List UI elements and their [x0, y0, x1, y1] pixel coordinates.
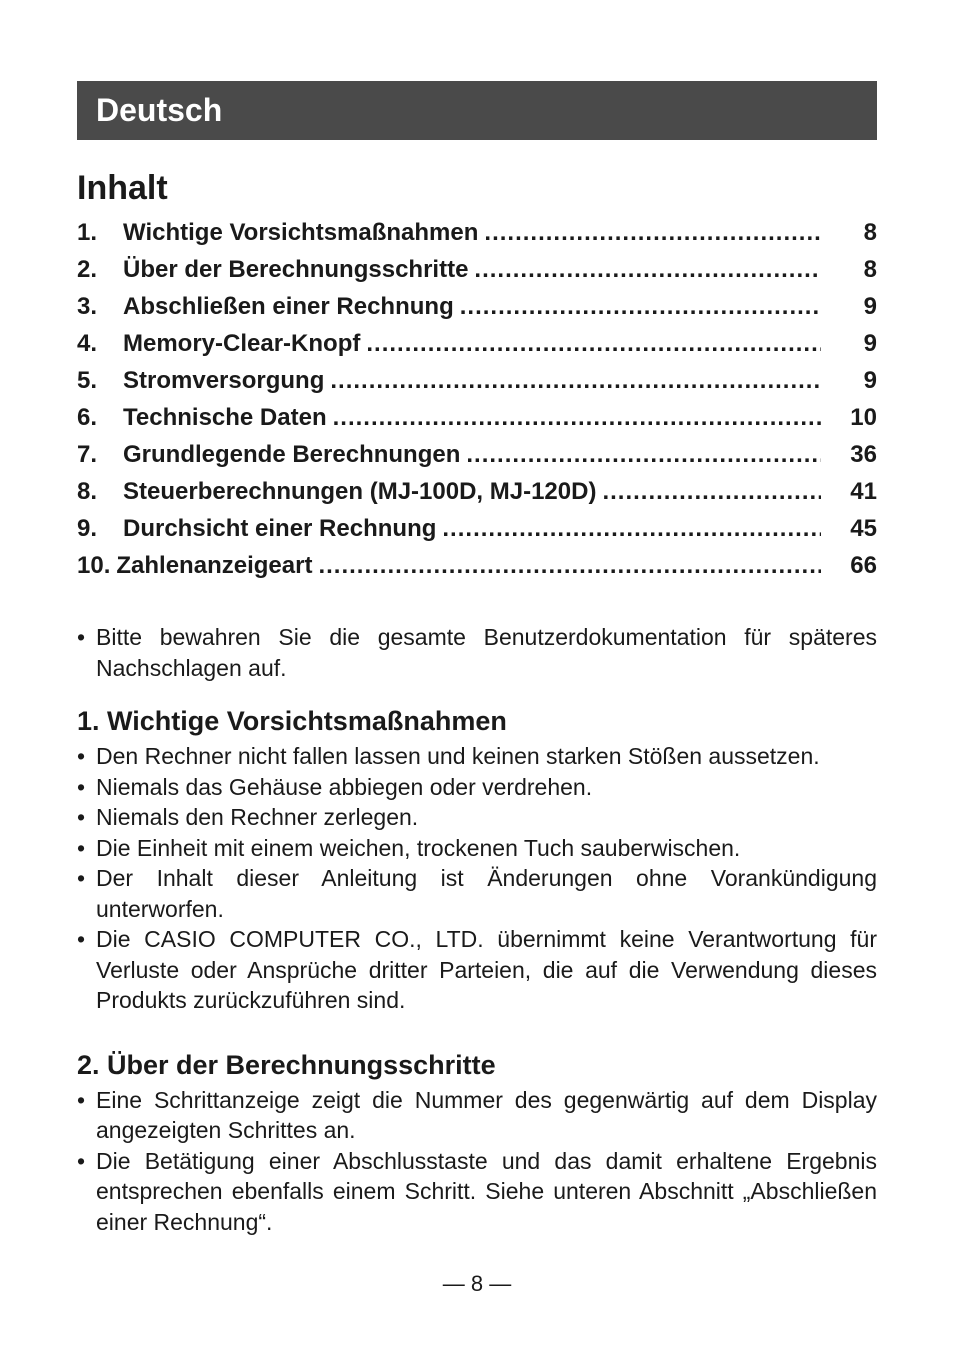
toc-entry-number: 9.	[77, 515, 98, 542]
toc-entry[interactable]	[77, 551, 877, 588]
toc-leader-dots	[318, 551, 821, 581]
toc-title: Inhalt	[77, 169, 168, 207]
toc-entry[interactable]	[77, 292, 877, 329]
toc-leader-dots	[484, 218, 821, 248]
toc-entry-page: 9	[863, 367, 877, 394]
toc-entry-number: 7.	[77, 441, 98, 468]
toc-leader-dots	[366, 329, 821, 359]
toc-entry-label: Wichtige Vorsichtsmaßnahmen	[123, 218, 484, 248]
toc-entry[interactable]	[77, 218, 877, 255]
toc-leader-dots	[474, 255, 821, 285]
documentation-note	[77, 622, 877, 683]
list-item: • Niemals den Rechner zerlegen.	[77, 802, 877, 833]
toc-entry-number: 5.	[77, 367, 98, 394]
section-heading-calculation-steps: 2. Über der Berechnungsschritte	[77, 1049, 496, 1080]
toc-entry[interactable]	[77, 403, 877, 440]
list-item: • Den Rechner nicht fallen lassen und keinen starken Stößen aussetzen.	[77, 741, 877, 772]
toc-entry-label: Steuerberechnungen (MJ-100D, MJ-120D)	[123, 477, 602, 507]
note-item: • Bitte bewahren Sie die gesamte Benutzerdokumentation für späteres Nachschlagen auf.	[77, 622, 877, 683]
toc-leader-dots	[460, 292, 821, 322]
list-item: • Eine Schrittanzeige zeigt die Nummer des gegenwärtig auf dem Display angezeigten Schrittes an.	[77, 1085, 877, 1146]
toc-entry-label: Technische Daten	[123, 403, 333, 433]
toc-entry-page: 8	[863, 219, 877, 246]
toc-entry-page: 8	[863, 256, 877, 283]
toc-entry-label: Stromversorgung	[123, 366, 330, 396]
toc-entry-page: 45	[850, 515, 877, 542]
list-item: • Die CASIO COMPUTER CO., LTD. übernimmt keine Verantwortung für Verluste oder Ansprüche dritter Parteien, die auf die Verwendung dieses Produkts zurückzuführen sind.	[77, 924, 877, 1016]
toc-leader-dots	[442, 514, 821, 544]
list-item: • Die Betätigung einer Abschlusstaste und das damit erhaltene Ergebnis entsprechen ebenfalls einem Schritt. Siehe unteren Abschnitt „Abschließen einer Rechnung“.	[77, 1146, 877, 1238]
toc-entry-number: 6.	[77, 404, 98, 431]
toc-entry-number: 8.	[77, 478, 98, 505]
toc-entry-number: 1.	[77, 219, 98, 246]
toc-entry-number: 2.	[77, 256, 98, 283]
toc-entry-label: Durchsicht einer Rechnung	[123, 514, 442, 544]
toc-entry-page: 9	[863, 330, 877, 357]
list-item: • Die Einheit mit einem weichen, trockenen Tuch sauberwischen.	[77, 833, 877, 864]
toc-leader-dots	[602, 477, 821, 507]
toc-entry[interactable]	[77, 477, 877, 514]
calculation-steps-list	[77, 1085, 877, 1238]
list-item: • Der Inhalt dieser Anleitung ist Änderungen ohne Vorankündigung unterworfen.	[77, 863, 877, 924]
toc-entry-page: 66	[850, 552, 877, 579]
toc-entry-page: 10	[850, 404, 877, 431]
toc-entry-number: 10.	[77, 552, 111, 579]
toc-leader-dots	[333, 403, 821, 433]
toc-entry[interactable]	[77, 366, 877, 403]
toc-leader-dots	[466, 440, 821, 470]
toc-entry-number: 4.	[77, 330, 98, 357]
toc-entry[interactable]	[77, 255, 877, 292]
language-title: Deutsch	[96, 92, 223, 128]
toc-entry-label: Über der Berechnungsschritte	[123, 255, 474, 285]
toc-leader-dots	[330, 366, 821, 396]
toc-entry[interactable]	[77, 329, 877, 366]
toc-entry-label: Memory-Clear-Knopf	[123, 329, 366, 359]
language-header	[77, 81, 877, 140]
page-number: — 8 —	[442, 1271, 512, 1296]
toc-entry-number: 3.	[77, 293, 98, 320]
precautions-list	[77, 741, 877, 1016]
toc-entry[interactable]	[77, 514, 877, 551]
toc-entry-label: Zahlenanzeigeart	[116, 551, 318, 581]
table-of-contents	[77, 218, 877, 588]
section-heading-precautions: 1. Wichtige Vorsichtsmaßnahmen	[77, 706, 507, 736]
toc-entry[interactable]	[77, 440, 877, 477]
list-item: • Niemals das Gehäuse abbiegen oder verdrehen.	[77, 772, 877, 803]
manual-page	[77, 81, 877, 1237]
toc-entry-page: 41	[850, 478, 877, 505]
toc-entry-page: 9	[863, 293, 877, 320]
toc-entry-label: Grundlegende Berechnungen	[123, 440, 466, 470]
toc-entry-page: 36	[850, 441, 877, 468]
toc-entry-label: Abschließen einer Rechnung	[123, 292, 460, 322]
